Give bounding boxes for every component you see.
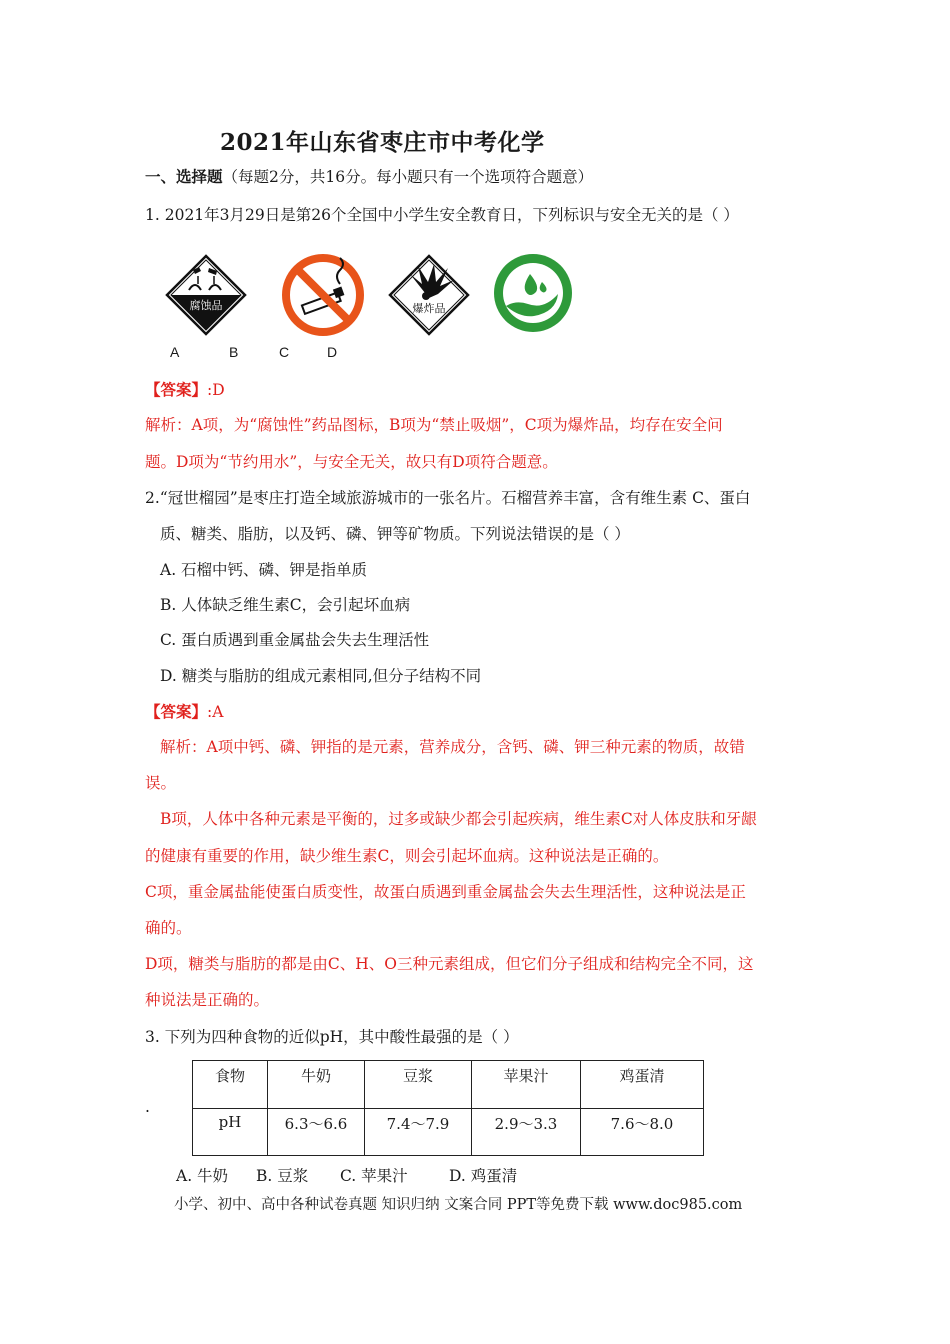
q1-analysis-line: 题。D项为“节约用水”，与安全无关，故只有D项符合题意。 <box>145 453 558 471</box>
table-row <box>193 1108 704 1156</box>
q2-analysis-line: 确的。 <box>145 919 192 937</box>
q2-analysis-line: C项，重金属盐能使蛋白质变性，故蛋白质遇到重金属盐会失去生理活性，这种说法是正 <box>145 883 746 901</box>
explosive-sign-icon <box>388 254 470 336</box>
q3-option-b: B. 豆浆 <box>256 1167 309 1185</box>
sign-label-c: C <box>279 344 290 360</box>
corrosive-sign-text: 腐蚀品 <box>189 299 223 312</box>
no-smoking-sign-icon <box>282 254 364 336</box>
q3-stem: 3. 下列为四种食物的近似pH，其中酸性最强的是（ ） <box>145 1028 519 1046</box>
table-header-cell: 食物 <box>193 1061 268 1109</box>
table-header-cell: 豆浆 <box>365 1061 472 1109</box>
q2-analysis-line: 误。 <box>145 774 177 792</box>
q3-dot: . <box>145 1098 150 1116</box>
sign-label-a: A <box>170 344 180 360</box>
table-cell: 6.3～6.6 <box>268 1108 365 1156</box>
q1-stem: 1. 2021年3月29日是第26个全国中小学生安全教育日，下列标识与安全无关的是（ ） <box>145 206 739 224</box>
water-saving-sign-icon <box>492 252 574 334</box>
table-header-cell: 鸡蛋清 <box>581 1061 704 1109</box>
q2-answer <box>145 702 223 722</box>
q3-option-c: C. 苹果汁 <box>340 1167 408 1185</box>
table-cell: 7.4～7.9 <box>365 1108 472 1156</box>
ph-table <box>192 1060 704 1156</box>
q2-option-c: C. 蛋白质遇到重金属盐会失去生理活性 <box>160 631 430 649</box>
q2-answer-value: :A <box>207 703 224 721</box>
explosive-sign-text: 爆炸品 <box>412 302 446 315</box>
q2-answer-label: 【答案】 <box>145 702 208 721</box>
q2-analysis-line: 解析：A项中钙、磷、钾指的是元素，营养成分，含钙、磷、钾三种元素的物质，故错 <box>160 738 745 756</box>
table-header-cell: 苹果汁 <box>472 1061 581 1109</box>
corrosive-sign-icon <box>165 254 247 336</box>
q1-answer <box>145 380 225 400</box>
q2-analysis-line: 的健康有重要的作用，缺少维生素C，则会引起坏血病。这种说法是正确的。 <box>145 847 669 865</box>
section-note: （每题2分，共16分。每小题只有一个选项符合题意） <box>222 168 594 186</box>
q3-option-a: A. 牛奶 <box>176 1167 229 1185</box>
table-cell: 2.9～3.3 <box>472 1108 581 1156</box>
q2-stem-line: 质、糖类、脂肪，以及钙、磷、钾等矿物质。下列说法错误的是（ ） <box>160 525 630 543</box>
q1-analysis-line: 解析：A项，为“腐蚀性”药品图标，B项为“禁止吸烟”，C项为爆炸品，均存在安全问 <box>145 416 723 434</box>
q2-option-a: A. 石榴中钙、磷、钾是指单质 <box>160 561 368 579</box>
q3-option-d: D. 鸡蛋清 <box>449 1167 518 1185</box>
sign-label-b: B <box>229 344 239 360</box>
q2-option-d: D. 糖类与脂肪的组成元素相同,但分子结构不同 <box>160 667 482 685</box>
table-header-cell: 牛奶 <box>268 1061 365 1109</box>
q2-analysis-line: 种说法是正确的。 <box>145 991 270 1009</box>
q1-answer-value: :D <box>207 381 225 399</box>
sign-label-d: D <box>327 344 338 360</box>
q2-stem-line: 2.“冠世榴园”是枣庄打造全域旅游城市的一张名片。石榴营养丰富，含有维生素 C、蛋白 <box>145 489 751 507</box>
section-label: 一、选择题 <box>145 167 223 186</box>
section-header <box>145 167 593 187</box>
q2-option-b: B. 人体缺乏维生素C，会引起坏血病 <box>160 596 411 614</box>
table-row <box>193 1061 704 1109</box>
page-title: 2021年山东省枣庄市中考化学 <box>220 129 545 156</box>
table-cell: pH <box>193 1108 268 1156</box>
table-cell: 7.6～8.0 <box>581 1108 704 1156</box>
q2-analysis-line: B项，人体中各种元素是平衡的，过多或缺少都会引起疾病，维生素C对人体皮肤和牙龈 <box>160 810 757 828</box>
q2-analysis-line: D项，糖类与脂肪的都是由C、H、O三种元素组成，但它们分子组成和结构完全不同，这 <box>145 955 754 973</box>
q1-answer-label: 【答案】 <box>145 380 208 399</box>
page-footer: 小学、初中、高中各种试卷真题 知识归纳 文案合同 PPT等免费下载 www.doc985.com <box>174 1197 743 1213</box>
